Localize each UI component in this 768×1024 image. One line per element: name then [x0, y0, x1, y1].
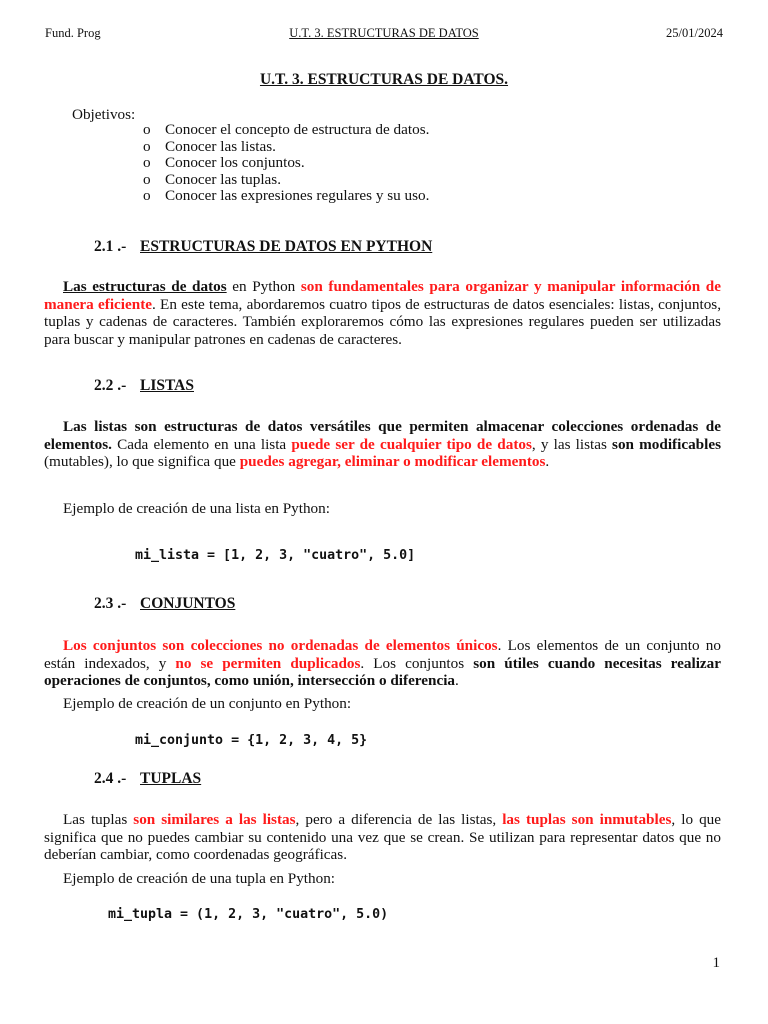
section-title: TUPLAS: [140, 770, 202, 787]
section-number: 2.4 .-: [94, 770, 127, 787]
text-run: (mutables), lo que significa que: [44, 453, 240, 470]
list-item: [143, 139, 429, 156]
objective-text: Conocer el concepto de estructura de datos.: [165, 121, 430, 138]
highlight-text: son similares a las listas: [133, 811, 296, 828]
text-run: Cada elemento en una lista: [111, 435, 292, 453]
bold-text: Las listas son estructuras de datos versátiles que permiten almacenar colecciones ordenadas de elementos.: [44, 418, 721, 453]
section-heading-structures: [94, 238, 432, 256]
bullet-icon: o: [143, 154, 151, 172]
text-run: . Los conjuntos: [360, 654, 474, 672]
text-run: , pero a diferencia de las listas,: [295, 811, 503, 828]
text-run: , y las listas: [531, 435, 613, 453]
example-caption-tuple: Ejemplo de creación de una tupla en Python:: [63, 870, 336, 887]
highlight-text: puedes agregar, eliminar o modificar elementos: [239, 453, 546, 470]
text-run: . En este tema, abordaremos cuatro tipos de estructuras de datos esenciales: listas, conjuntos, tuplas y cadenas de caracteres. También exploraremos cómo las expresiones regulares pueden ser utilizadas para buscar y manipular patrones en cadenas de caracteres.: [44, 295, 721, 348]
text-run: .: [455, 672, 459, 689]
bullet-icon: o: [143, 170, 151, 188]
header-unit-title: U.T. 3. ESTRUCTURAS DE DATOS: [289, 26, 479, 40]
section-title: ESTRUCTURAS DE DATOS EN PYTHON: [140, 238, 433, 255]
text-run: . Los elementos de un conjunto no están indexados, y: [44, 637, 721, 672]
code-sample-list: mi_lista = [1, 2, 3, "cuatro", 5.0]: [135, 548, 416, 563]
example-caption-set: Ejemplo de creación de un conjunto en Python:: [63, 695, 352, 712]
list-item: [143, 122, 429, 139]
list-item: [143, 188, 429, 205]
bullet-icon: o: [143, 187, 151, 205]
text-run: en Python: [226, 278, 301, 295]
term-structures: Las estructuras de datos: [63, 278, 227, 295]
highlight-text: puede ser de cualquier tipo de datos: [291, 435, 532, 453]
bold-text: son modificables: [612, 435, 721, 453]
bullet-icon: o: [143, 137, 151, 155]
example-caption-list: Ejemplo de creación de una lista en Python:: [63, 500, 330, 517]
paragraph-structures: [44, 278, 721, 348]
section-title: LISTAS: [140, 377, 194, 394]
text-run: .: [545, 453, 550, 470]
text-run: Las tuplas: [63, 811, 134, 828]
header-course: Fund. Prog: [45, 26, 101, 40]
paragraph-sets: [44, 637, 721, 690]
bold-text: son útiles cuando necesitas realizar operaciones de conjuntos, como unión, intersección o diferencia: [44, 654, 721, 689]
paragraph-tuples: [44, 811, 721, 864]
objective-text: Conocer los conjuntos.: [165, 154, 305, 172]
header-date: 25/01/2024: [666, 26, 723, 40]
highlight-text: Los conjuntos son colecciones no ordenadas de elementos únicos: [63, 637, 498, 654]
objective-text: Conocer las tuplas.: [165, 170, 281, 188]
text-run: , lo que significa que no puedes cambiar su contenido una vez que se crean. Se utilizan para representar datos que no deberían cambiar, como coordenadas geográficas.: [44, 811, 721, 863]
section-heading-tuples: [94, 770, 201, 788]
objective-text: Conocer las listas.: [165, 137, 276, 155]
section-number: 2.2 .-: [94, 377, 127, 394]
list-item: [143, 172, 429, 189]
objectives-label: Objetivos:: [72, 106, 136, 123]
code-sample-tuple: mi_tupla = (1, 2, 3, "cuatro", 5.0): [108, 907, 389, 922]
section-heading-lists: [94, 377, 194, 395]
paragraph-lists: [44, 418, 721, 471]
list-item: [143, 155, 429, 172]
page-number: 1: [712, 955, 720, 971]
highlight-text: las tuplas son inmutables: [502, 811, 672, 828]
section-title: CONJUNTOS: [140, 595, 236, 612]
objective-text: Conocer las expresiones regulares y su uso.: [165, 187, 430, 205]
bullet-icon: o: [143, 121, 151, 138]
objectives-list: [143, 122, 429, 205]
highlight-text: no se permiten duplicados: [175, 654, 361, 672]
highlight-text: son fundamentales para organizar y manipular información de manera eficiente: [44, 278, 721, 313]
section-number: 2.3 .-: [94, 595, 127, 612]
section-number: 2.1 .-: [94, 238, 127, 255]
code-sample-set: mi_conjunto = {1, 2, 3, 4, 5}: [135, 733, 368, 748]
section-heading-sets: [94, 595, 235, 613]
page-title: U.T. 3. ESTRUCTURAS DE DATOS.: [259, 71, 509, 88]
